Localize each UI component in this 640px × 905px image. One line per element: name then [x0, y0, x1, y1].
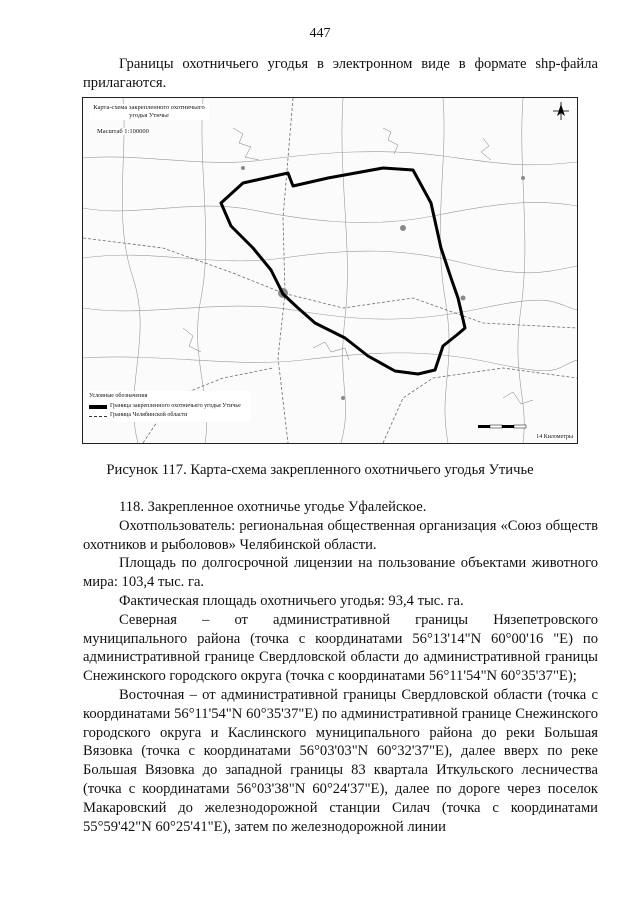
- map-scale: Масштаб 1:100000: [97, 128, 149, 135]
- map-figure: [82, 97, 578, 444]
- body-text: [83, 498, 598, 836]
- figure-caption: Рисунок 117. Карта-схема закрепленного охотничьего угодья Утичье: [106, 462, 534, 478]
- legend-item-label: Граница Челябинской области: [110, 412, 188, 418]
- scalebar-label: 14 Километры: [536, 434, 573, 440]
- paragraph: Фактическая площадь охотничьего угодья: 93,4 тыс. га.: [119, 592, 464, 609]
- legend-title: Условные обозначения: [89, 393, 148, 399]
- paragraph: 118. Закрепленное охотничье угодье Уфалейское.: [119, 499, 427, 515]
- dashed-line-icon: [89, 416, 107, 417]
- paragraph: Восточная – от административной границы Свердловской области (точка с координатами 56°11'54"N 60°35'37"E) по административной границе Снежинского городского округа и Каслинского муниципального района до реки Большая Вязовка (точка с координатами 56°03'03"N 60°32'37"E), далее вверх по реке Большая Вязовка до западной границы 83 квартала Иткульского лесничества (точка с координатами 56°03'38"N 60°24'37"E), далее по дороге через поселок Макаровский до железнодорожной станции Силач (точка с координатами 55°59'42"N 60°25'41"E), затем по железнодорожной линии: [83, 686, 598, 835]
- north-arrow-icon: [553, 102, 569, 120]
- map-title: Карта-схема закрепленного охотничьего угодья Утичье: [89, 104, 209, 120]
- legend-item-boundary: [89, 403, 249, 411]
- page-number: 447: [309, 26, 331, 41]
- scale-bar: [478, 425, 526, 428]
- paragraph: Площадь по долгосрочной лицензии на пользование объектами животного мира: 103,4 тыс. га.: [83, 555, 598, 591]
- paragraph: Северная – от административной границы Нязепетровского муниципального района (точка с координатами 56°13'14"N 60°00'16 "E) по административной границе Свердловской области до административной границы Снежинского городского округа (точка с координатами 56°11'54"N 60°35'37"E);: [83, 611, 598, 685]
- intro-paragraph: Границы охотничьего угодья в электронном виде в формате shp-файла прилагаются.: [83, 56, 598, 91]
- thick-line-icon: [89, 405, 107, 409]
- map-legend: [87, 391, 251, 422]
- legend-item-region: [89, 412, 249, 420]
- legend-item-label: Граница закрепленного охотничьего угодья Утичье: [110, 402, 241, 409]
- paragraph: Охотпользователь: региональная общественная организация «Союз обществ охотников и рыболовов» Челябинской области.: [83, 517, 598, 553]
